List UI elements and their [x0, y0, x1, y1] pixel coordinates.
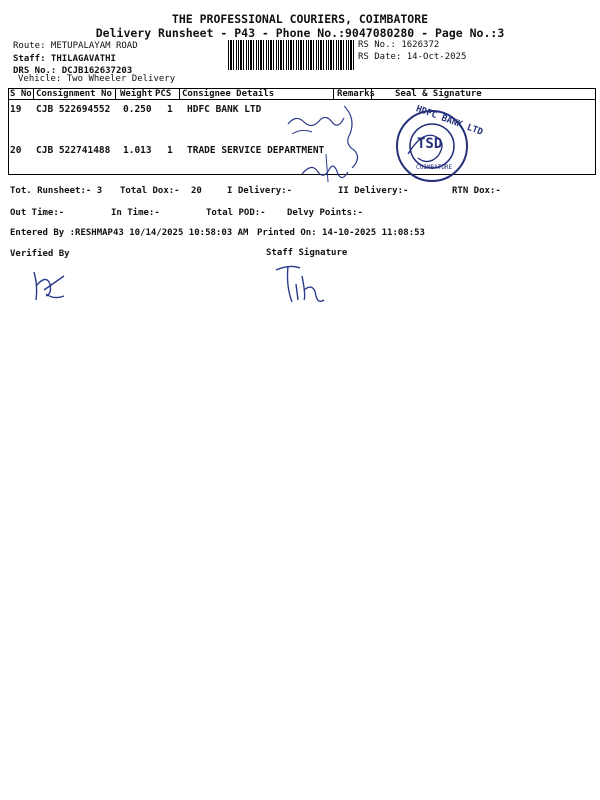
table-right-border [595, 88, 596, 174]
col-header-sno: S No [10, 89, 32, 99]
in-time: In Time:- [111, 208, 160, 218]
stamp-center-text: TSD [417, 136, 443, 152]
row-1-weight: 0.250 [123, 104, 152, 115]
total-dox-label: Total Dox:- [120, 186, 180, 196]
vehicle-label: Vehicle: Two Wheeler Delivery [18, 74, 176, 84]
drs-number: DRS No.: DCJB162637203 [13, 66, 133, 76]
ii-delivery: II Delivery:- [338, 186, 409, 196]
total-runsheet: Tot. Runsheet:- 3 [10, 186, 103, 196]
printed-on: Printed On: 14-10-2025 11:08:53 [257, 228, 425, 238]
stamp-bottom-text: COIMBATORE [416, 164, 453, 171]
row-2-consignment: CJB 522741488 [36, 145, 111, 156]
rs-number: RS No.: 1626372 [358, 40, 440, 50]
staff-signature-label: Staff Signature [266, 248, 348, 258]
out-time: Out Time:- [10, 208, 65, 218]
total-dox-value: 20 [191, 186, 202, 196]
table-left-border [8, 88, 9, 174]
route-label: Route: METUPALAYAM ROAD [13, 41, 138, 51]
row-1-sno: 19 [10, 104, 22, 115]
stamp-outer-text: HDFC BANK LTD [414, 104, 485, 138]
row-1-consignment: CJB 522694552 [36, 104, 111, 115]
remarks-signature [282, 104, 372, 194]
delvy-points: Delvy Points:- [287, 208, 363, 218]
document-subtitle: Delivery Runsheet - P43 - Phone No.:9047080280 - Page No.:3 [95, 26, 505, 40]
col-header-seal: Seal & Signature [395, 89, 482, 99]
row-2-consignee: TRADE SERVICE DEPARTMENT [187, 145, 325, 156]
rs-date: RS Date: 14-Oct-2025 [358, 52, 467, 62]
barcode [228, 40, 354, 70]
row-2-weight: 1.013 [123, 145, 152, 156]
row-1-pcs: 1 [167, 104, 173, 115]
document-title: THE PROFESSIONAL COURIERS, COIMBATORE [171, 12, 429, 26]
rtn-dox: RTN Dox:- [452, 186, 501, 196]
col-divider [179, 88, 180, 100]
row-2-sno: 20 [10, 145, 22, 156]
col-divider [33, 88, 34, 100]
col-divider [115, 88, 116, 100]
total-pod: Total POD:- [206, 208, 266, 218]
col-divider [333, 88, 334, 100]
col-header-consignment: Consignment No [36, 89, 112, 99]
i-delivery: I Delivery:- [227, 186, 293, 196]
col-header-pcs: PCS [155, 89, 172, 99]
row-2-pcs: 1 [167, 145, 173, 156]
hdfc-bank-stamp [394, 104, 485, 184]
col-header-weight: Weight [120, 89, 153, 99]
verified-by-label: Verified By [10, 249, 70, 259]
row-1-consignee: HDFC BANK LTD [187, 104, 262, 115]
staff-label: Staff: THILAGAVATHI [13, 54, 116, 64]
entered-by: Entered By :RESHMAP43 10/14/2025 10:58:03 AM [10, 228, 249, 238]
staff-signature [270, 262, 328, 308]
col-header-remarks: Remarks [337, 89, 375, 99]
col-header-consignee: Consignee Details [182, 89, 275, 99]
verifier-signature [24, 266, 72, 308]
table-header-border [8, 99, 596, 100]
